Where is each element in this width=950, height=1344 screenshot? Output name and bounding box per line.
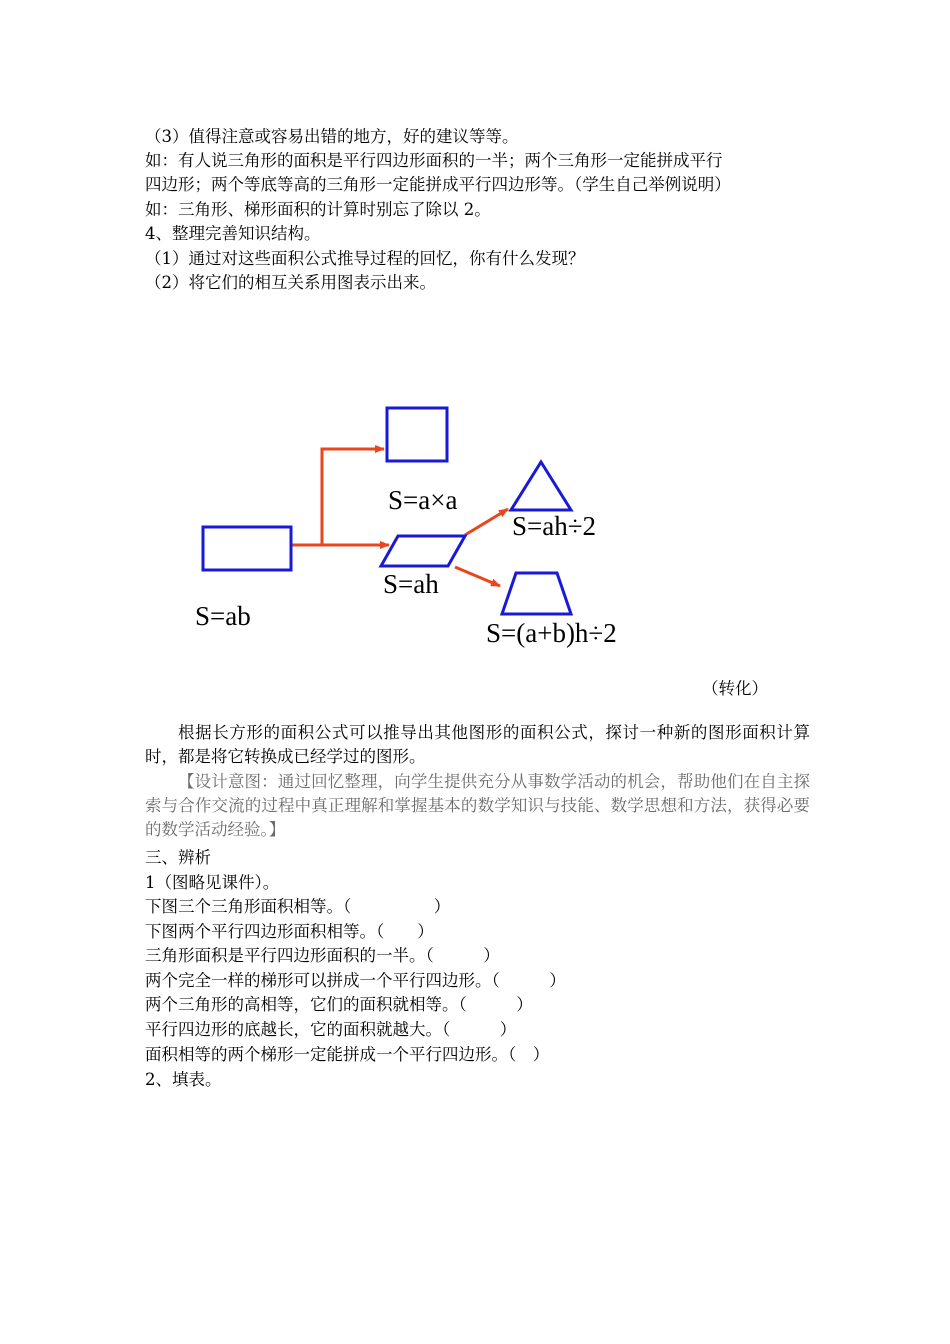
intro-line-7: （2）将它们的相互关系用图表示出来。 — [145, 273, 436, 292]
diagram-caption: （转化） — [702, 679, 768, 698]
arrow-to-triangle — [465, 509, 508, 535]
trapezoid-formula: S=(a+b)h÷2 — [486, 618, 617, 648]
intro-line-5: 4、整理完善知识结构。 — [145, 224, 321, 243]
judgment-item: 两个完全一样的梯形可以拼成一个平行四边形。（ ） — [145, 971, 566, 990]
intro-line-4: 如：三角形、梯形面积的计算时别忘了除以 2。 — [145, 200, 491, 219]
intro-line-2: 如：有人说三角形的面积是平行四边形面积的一半；两个三角形一定能拼成平行 — [145, 151, 723, 170]
arrow-to-trapezoid — [455, 567, 500, 586]
design-intent-paragraph: 【设计意图：通过回忆整理，向学生提供充分从事数学活动的机会，帮助他们在自主探索与合作交流的过程中真正理解和掌握基本的数学知识与技能、数学思想和方法，获得必要的数学活动经验。】 — [145, 772, 810, 839]
judgment-item: 下图三个三角形面积相等。（ ） — [145, 897, 451, 916]
intro-line-1: （3）值得注意或容易出错的地方，好的建议等等。 — [145, 127, 519, 146]
intro-line-3: 四边形；两个等底等高的三角形一定能拼成平行四边形等。（学生自己举例说明） — [145, 175, 731, 194]
judgment-item: 下图两个平行四边形面积相等。（ ） — [145, 922, 434, 941]
question-1-heading: 1（图略见课件）。 — [145, 873, 280, 892]
rectangle-shape — [203, 527, 291, 570]
judgment-item: 平行四边形的底越长，它的面积就越大。（ ） — [145, 1020, 517, 1039]
judgment-item: 三角形面积是平行四边形面积的一半。（ ） — [145, 946, 500, 965]
triangle-shape — [511, 462, 571, 510]
square-shape — [387, 408, 447, 461]
trapezoid-shape — [502, 573, 571, 614]
rectangle-formula: S=ab — [195, 601, 251, 631]
judgment-item: 面积相等的两个梯形一定能拼成一个平行四边形。（ ） — [145, 1045, 550, 1064]
summary-paragraph: 根据长方形的面积公式可以推导出其他图形的面积公式，探讨一种新的图形面积计算时，都是将它转换成已经学过的图形。 — [145, 723, 810, 766]
intro-line-6: （1）通过对这些面积公式推导过程的回忆，你有什么发现？ — [145, 249, 585, 268]
triangle-formula: S=ah÷2 — [512, 511, 597, 541]
judgment-item: 两个三角形的高相等，它们的面积就相等。（ ） — [145, 995, 533, 1014]
parallelogram-shape — [381, 536, 465, 566]
section-title: 三、辨析 — [145, 848, 211, 867]
question-2-heading: 2、填表。 — [145, 1070, 222, 1089]
square-formula: S=a×a — [388, 485, 458, 515]
parallelogram-formula: S=ah — [383, 569, 439, 599]
arrow-to-square — [291, 449, 384, 545]
